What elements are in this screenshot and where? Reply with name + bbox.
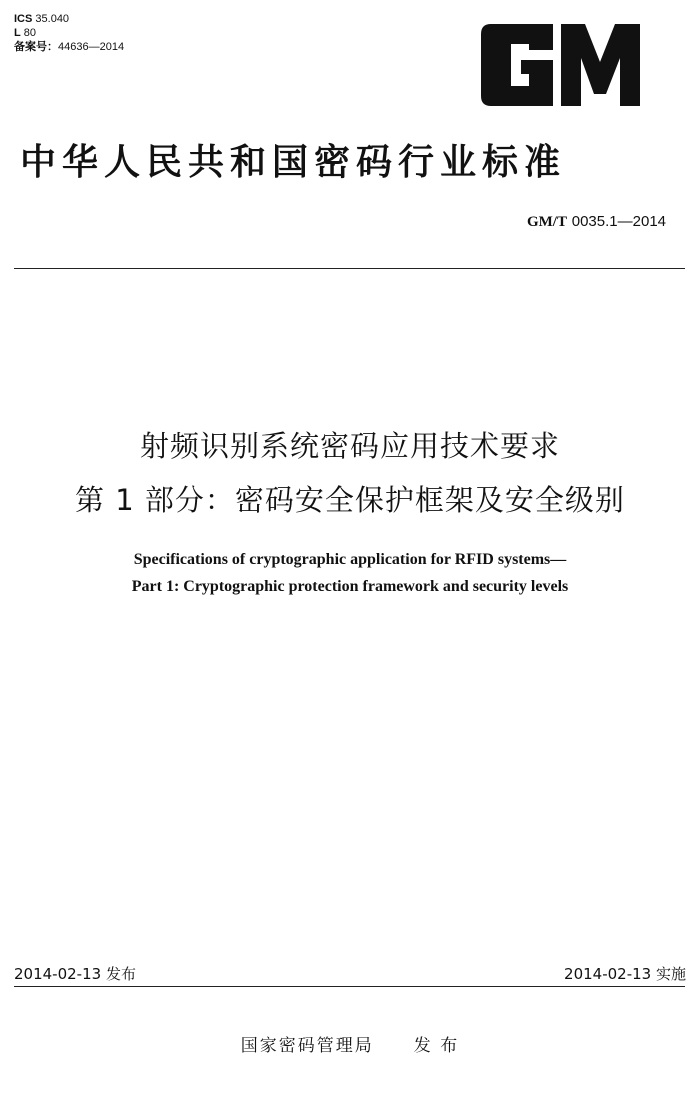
issue-date: 2014-02-13 发布: [14, 965, 136, 983]
record-row: [14, 40, 124, 54]
ics-value: 35.040: [35, 13, 70, 25]
ics-label: ICS: [14, 13, 33, 25]
chinese-title-line-2: 第 1 部分：密码安全保护框架及安全级别: [75, 483, 625, 517]
record-label: 备案号：: [14, 41, 58, 53]
classification-value: 80: [23, 27, 37, 39]
industry-standard-title: 中华人民共和国密码行业标准: [20, 142, 567, 183]
issuer-line: [0, 1031, 700, 1056]
english-title-line-1: Specifications of cryptographic application for RFID systems—: [133, 551, 567, 568]
gm-logo-graphic: [481, 24, 640, 106]
classification-label: L: [14, 27, 21, 39]
issuer-name: 国家密码管理局: [240, 1036, 374, 1056]
record-value: 44636—2014: [58, 41, 125, 53]
standard-number-prefix: GM/T: [526, 214, 567, 230]
top-divider: [14, 268, 685, 269]
document-metadata: [14, 12, 124, 54]
bottom-divider: [14, 986, 685, 987]
standard-number: [527, 212, 666, 231]
ics-row: [14, 12, 124, 26]
gm-logo-letter-m: [561, 24, 640, 106]
standard-number-value: 0035.1—2014: [571, 213, 666, 230]
implementation-date: 2014-02-13 实施: [564, 965, 686, 983]
classification-row: [14, 26, 124, 40]
gm-logo-letter-g: [481, 24, 553, 106]
chinese-title-line-1: 射频识别系统密码应用技术要求: [139, 429, 560, 463]
issuer-action: 发 布: [413, 1036, 460, 1056]
gm-logo: [481, 24, 640, 106]
english-title-line-2: Part 1: Cryptographic protection framework and security levels: [131, 578, 569, 595]
